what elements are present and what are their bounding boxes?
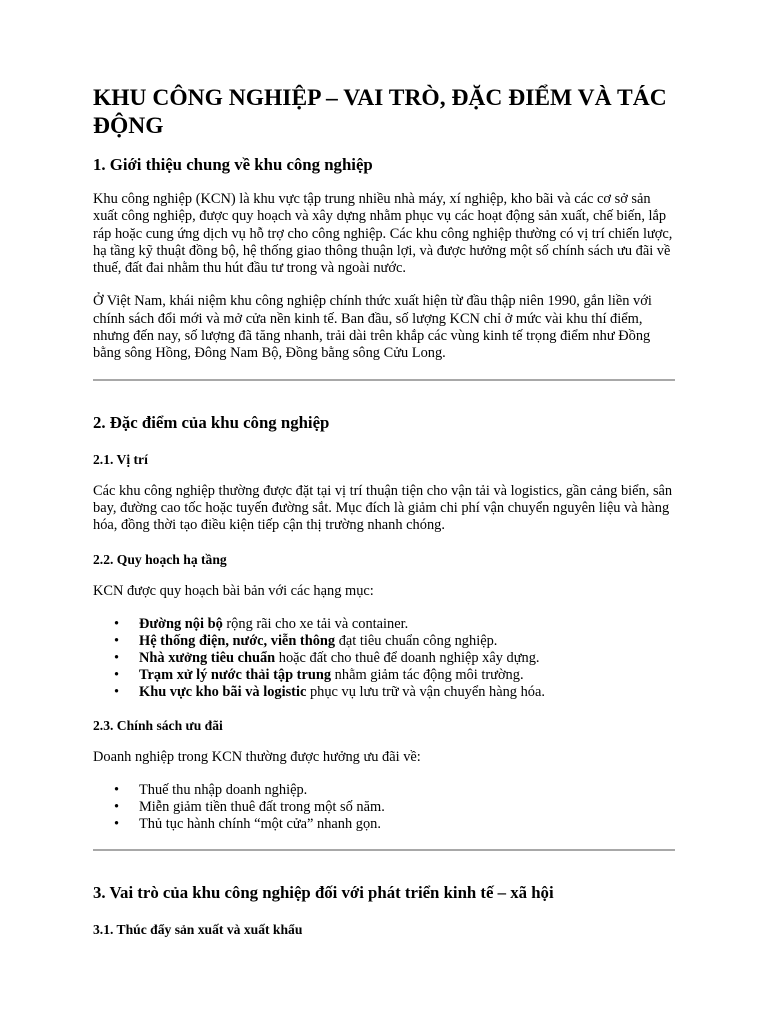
section-heading-intro: 1. Giới thiệu chung về khu công nghiệp xyxy=(93,155,373,174)
section-divider xyxy=(93,379,675,381)
section-heading-role: 3. Vai trò của khu công nghiệp đối với phát triển kinh tế – xã hội xyxy=(93,883,554,903)
section-heading-characteristics: 2. Đặc điểm của khu công nghiệp xyxy=(93,412,330,432)
incentives-list xyxy=(93,782,675,833)
paragraph: Khu công nghiệp (KCN) là khu vực tập trung nhiều nhà máy, xí nghiệp, kho bãi và các cơ sở sản xuất công nghiệp, được quy hoạch và xây dựng nhằm phục vụ các hoạt động sản xuất, chế biến, lắp ráp hoặc cung ứng dịch vụ hỗ trợ cho công nghiệp. Các khu công nghiệp thường có vị trí chiến lược, hạ tầng kỹ thuật đồng bộ, hệ thống giao thông thuận lợi, và được hưởng một số chính sách ưu đãi về thuế, đất đai nhằm thu hút đầu tư trong và ngoài nước. xyxy=(93,191,673,277)
list-item: • Đường nội bộ rộng rãi cho xe tải và container. xyxy=(93,616,675,633)
document-body xyxy=(93,84,675,953)
subsection-heading-location: 2.1. Vị trí xyxy=(93,451,148,467)
document-title: KHU CÔNG NGHIỆP – VAI TRÒ, ĐẶC ĐIỂM VÀ TÁC ĐỘNG xyxy=(93,85,667,139)
list-item: • Hệ thống điện, nước, viễn thông đạt tiêu chuẩn công nghiệp. xyxy=(93,633,675,650)
list-item: • Miễn giảm tiền thuê đất trong một số năm. xyxy=(93,799,675,816)
paragraph: KCN được quy hoạch bài bản với các hạng mục: xyxy=(93,582,374,599)
list-item: • Thuế thu nhập doanh nghiệp. xyxy=(93,782,675,799)
paragraph: Ở Việt Nam, khái niệm khu công nghiệp chính thức xuất hiện từ đầu thập niên 1990, gắn liền với chính sách đổi mới và mở cửa nền kinh tế. Ban đầu, số lượng KCN chỉ ở mức vài khu thí điểm, nhưng đến nay, số lượng đã tăng nhanh, trải dài trên khắp các vùng kinh tế trọng điểm như Đồng bằng sông Hồng, Đông Nam Bộ, Đồng bằng sông Cửu Long. xyxy=(93,293,652,362)
subsection-heading-incentives: 2.3. Chính sách ưu đãi xyxy=(93,717,223,733)
list-item: • Thủ tục hành chính “một cửa” nhanh gọn. xyxy=(93,816,675,833)
section-divider xyxy=(93,849,675,851)
paragraph: Các khu công nghiệp thường được đặt tại vị trí thuận tiện cho vận tải và logistics, gần cảng biển, sân bay, đường cao tốc hoặc tuyến đường sắt. Mục đích là giảm chi phí vận chuyển nguyên liệu và hàng hóa, đồng thời tạo điều kiện tiếp cận thị trường nhanh chóng. xyxy=(93,482,673,534)
list-item: • Trạm xử lý nước thải tập trung nhằm giảm tác động môi trường. xyxy=(93,667,675,684)
list-item: • Khu vực kho bãi và logistic phục vụ lưu trữ và vận chuyển hàng hóa. xyxy=(93,684,675,701)
paragraph: Doanh nghiệp trong KCN thường được hưởng ưu đãi về: xyxy=(93,748,421,765)
subsection-heading-production-export: 3.1. Thúc đẩy sản xuất và xuất khẩu xyxy=(93,922,303,938)
list-item: • Nhà xưởng tiêu chuẩn hoặc đất cho thuê để doanh nghiệp xây dựng. xyxy=(93,650,675,667)
subsection-heading-infrastructure: 2.2. Quy hoạch hạ tầng xyxy=(93,551,227,567)
infrastructure-list xyxy=(93,616,675,701)
